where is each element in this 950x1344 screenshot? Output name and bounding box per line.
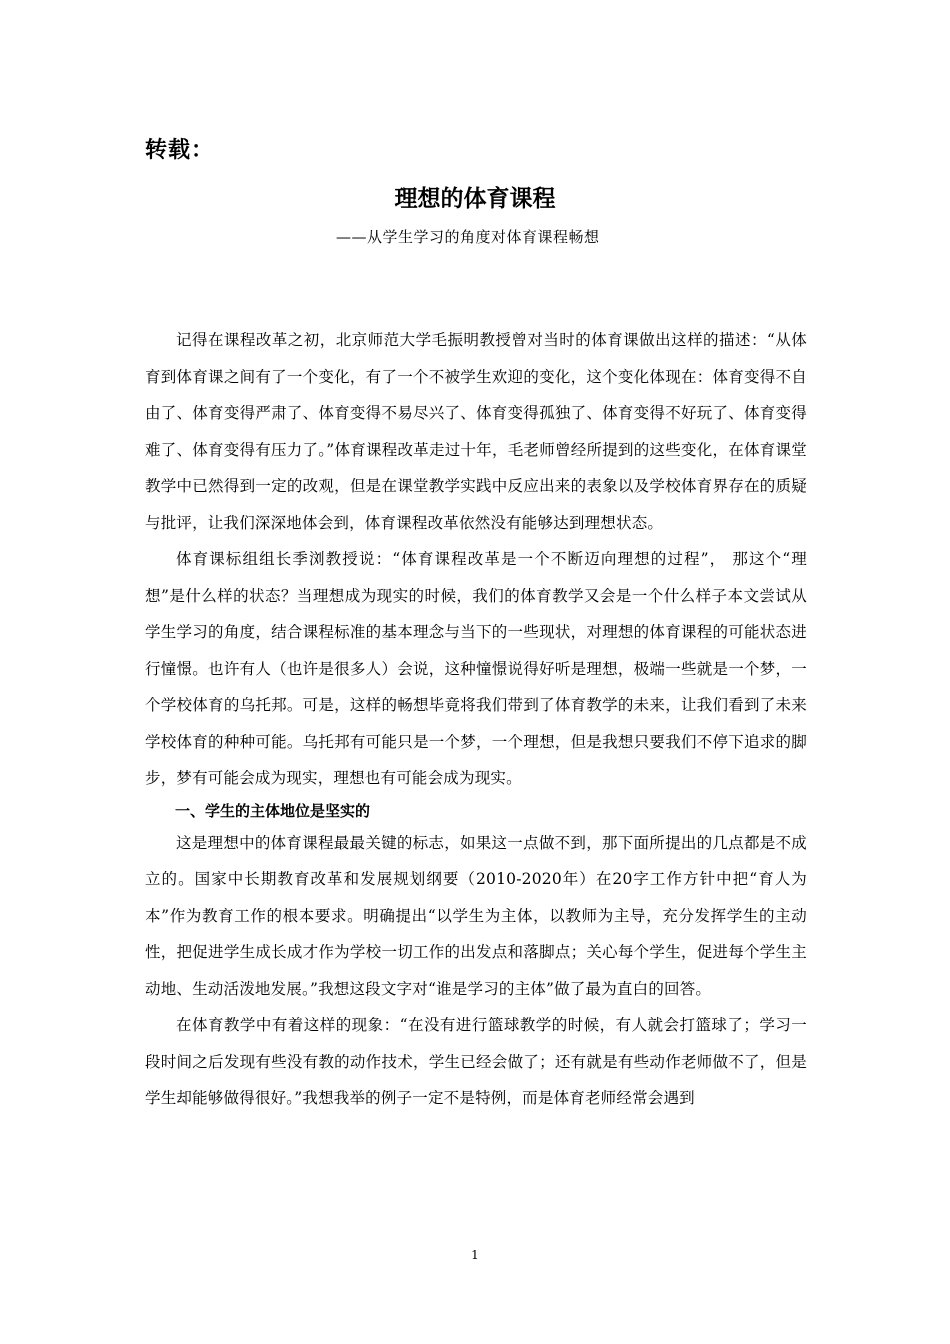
body-paragraph: 记得在课程改革之初，北京师范大学毛振明教授曾对当时的体育课做出这样的描述：“从体育到体育课之间有了一个变化，有了一个不被学生欢迎的变化，这个变化体现在：体育变得不自由了、体育变得严肃了、体育变得不易尽兴了、体育变得孤独了、体育变得不好玩了、体育变得难了、体育变得有压力了。”体育课程改革走过十年，毛老师曾经所提到的这些变化，在体育课堂教学中已然得到一定的改观，但是在课堂教学实践中反应出来的表象以及学校体育界存在的质疑与批评，让我们深深地体会到，体育课程改革依然没有能够达到理想状态。: [145, 331, 807, 532]
body-paragraph: 体育课标组组长季浏教授说：“体育课程改革是一个不断迈向理想的过程”， 那这个“理想”是什么样的状态？当理想成为现实的时候，我们的体育教学又会是一个什么样子本文尝试从学生学习的角度，结合课程标准的基本理念与当下的一些现状，对理想的体育课程的可能状态进行憧憬。也许有人（也许是很多人）会说，这种憧憬说得好听是理想，极端一些就是一个梦，一个学校体育的乌托邦。可是，这样的畅想毕竟将我们带到了体育教学的未来，让我们看到了未来学校体育的种种可能。乌托邦有可能只是一个梦，一个理想，但是我想只要我们不停下追求的脚步，梦有可能会成为现实，理想也有可能会成为现实。: [145, 550, 807, 787]
page-number: 1: [471, 1248, 479, 1262]
repost-label: 转载：: [145, 138, 215, 163]
body-paragraph: 这是理想中的体育课程最最关键的标志，如果这一点做不到，那下面所提出的几点都是不成立的。国家中长期教育改革和发展规划纲要（2010-2020年）在20字工作方针中把“育人为本”作为教育工作的根本要求。明确提出“以学生为主体，以教师为主导，充分发挥学生的主动性，把促进学生成长成才作为学校一切工作的出发点和落脚点；关心每个学生，促进每个学生主动地、生动活泼地发展。”我想这段文字对“谁是学习的主体”做了最为直白的回答。: [145, 833, 807, 998]
body-paragraph: 在体育教学中有着这样的现象：“在没有进行篮球教学的时候，有人就会打篮球了；学习一段时间之后发现有些没有教的动作技术，学生已经会做了；还有就是有些动作老师做不了，但是学生却能够做得很好。”我想我举的例子一定不是特例，而是体育老师经常会遇到: [145, 1016, 807, 1107]
document-subtitle: ——从学生学习的角度对体育课程畅想: [336, 228, 600, 246]
document-title: 理想的体育课程: [394, 186, 556, 212]
section-heading: 一、学生的主体地位是坚实的: [175, 801, 371, 820]
document-body: [145, 322, 807, 1117]
